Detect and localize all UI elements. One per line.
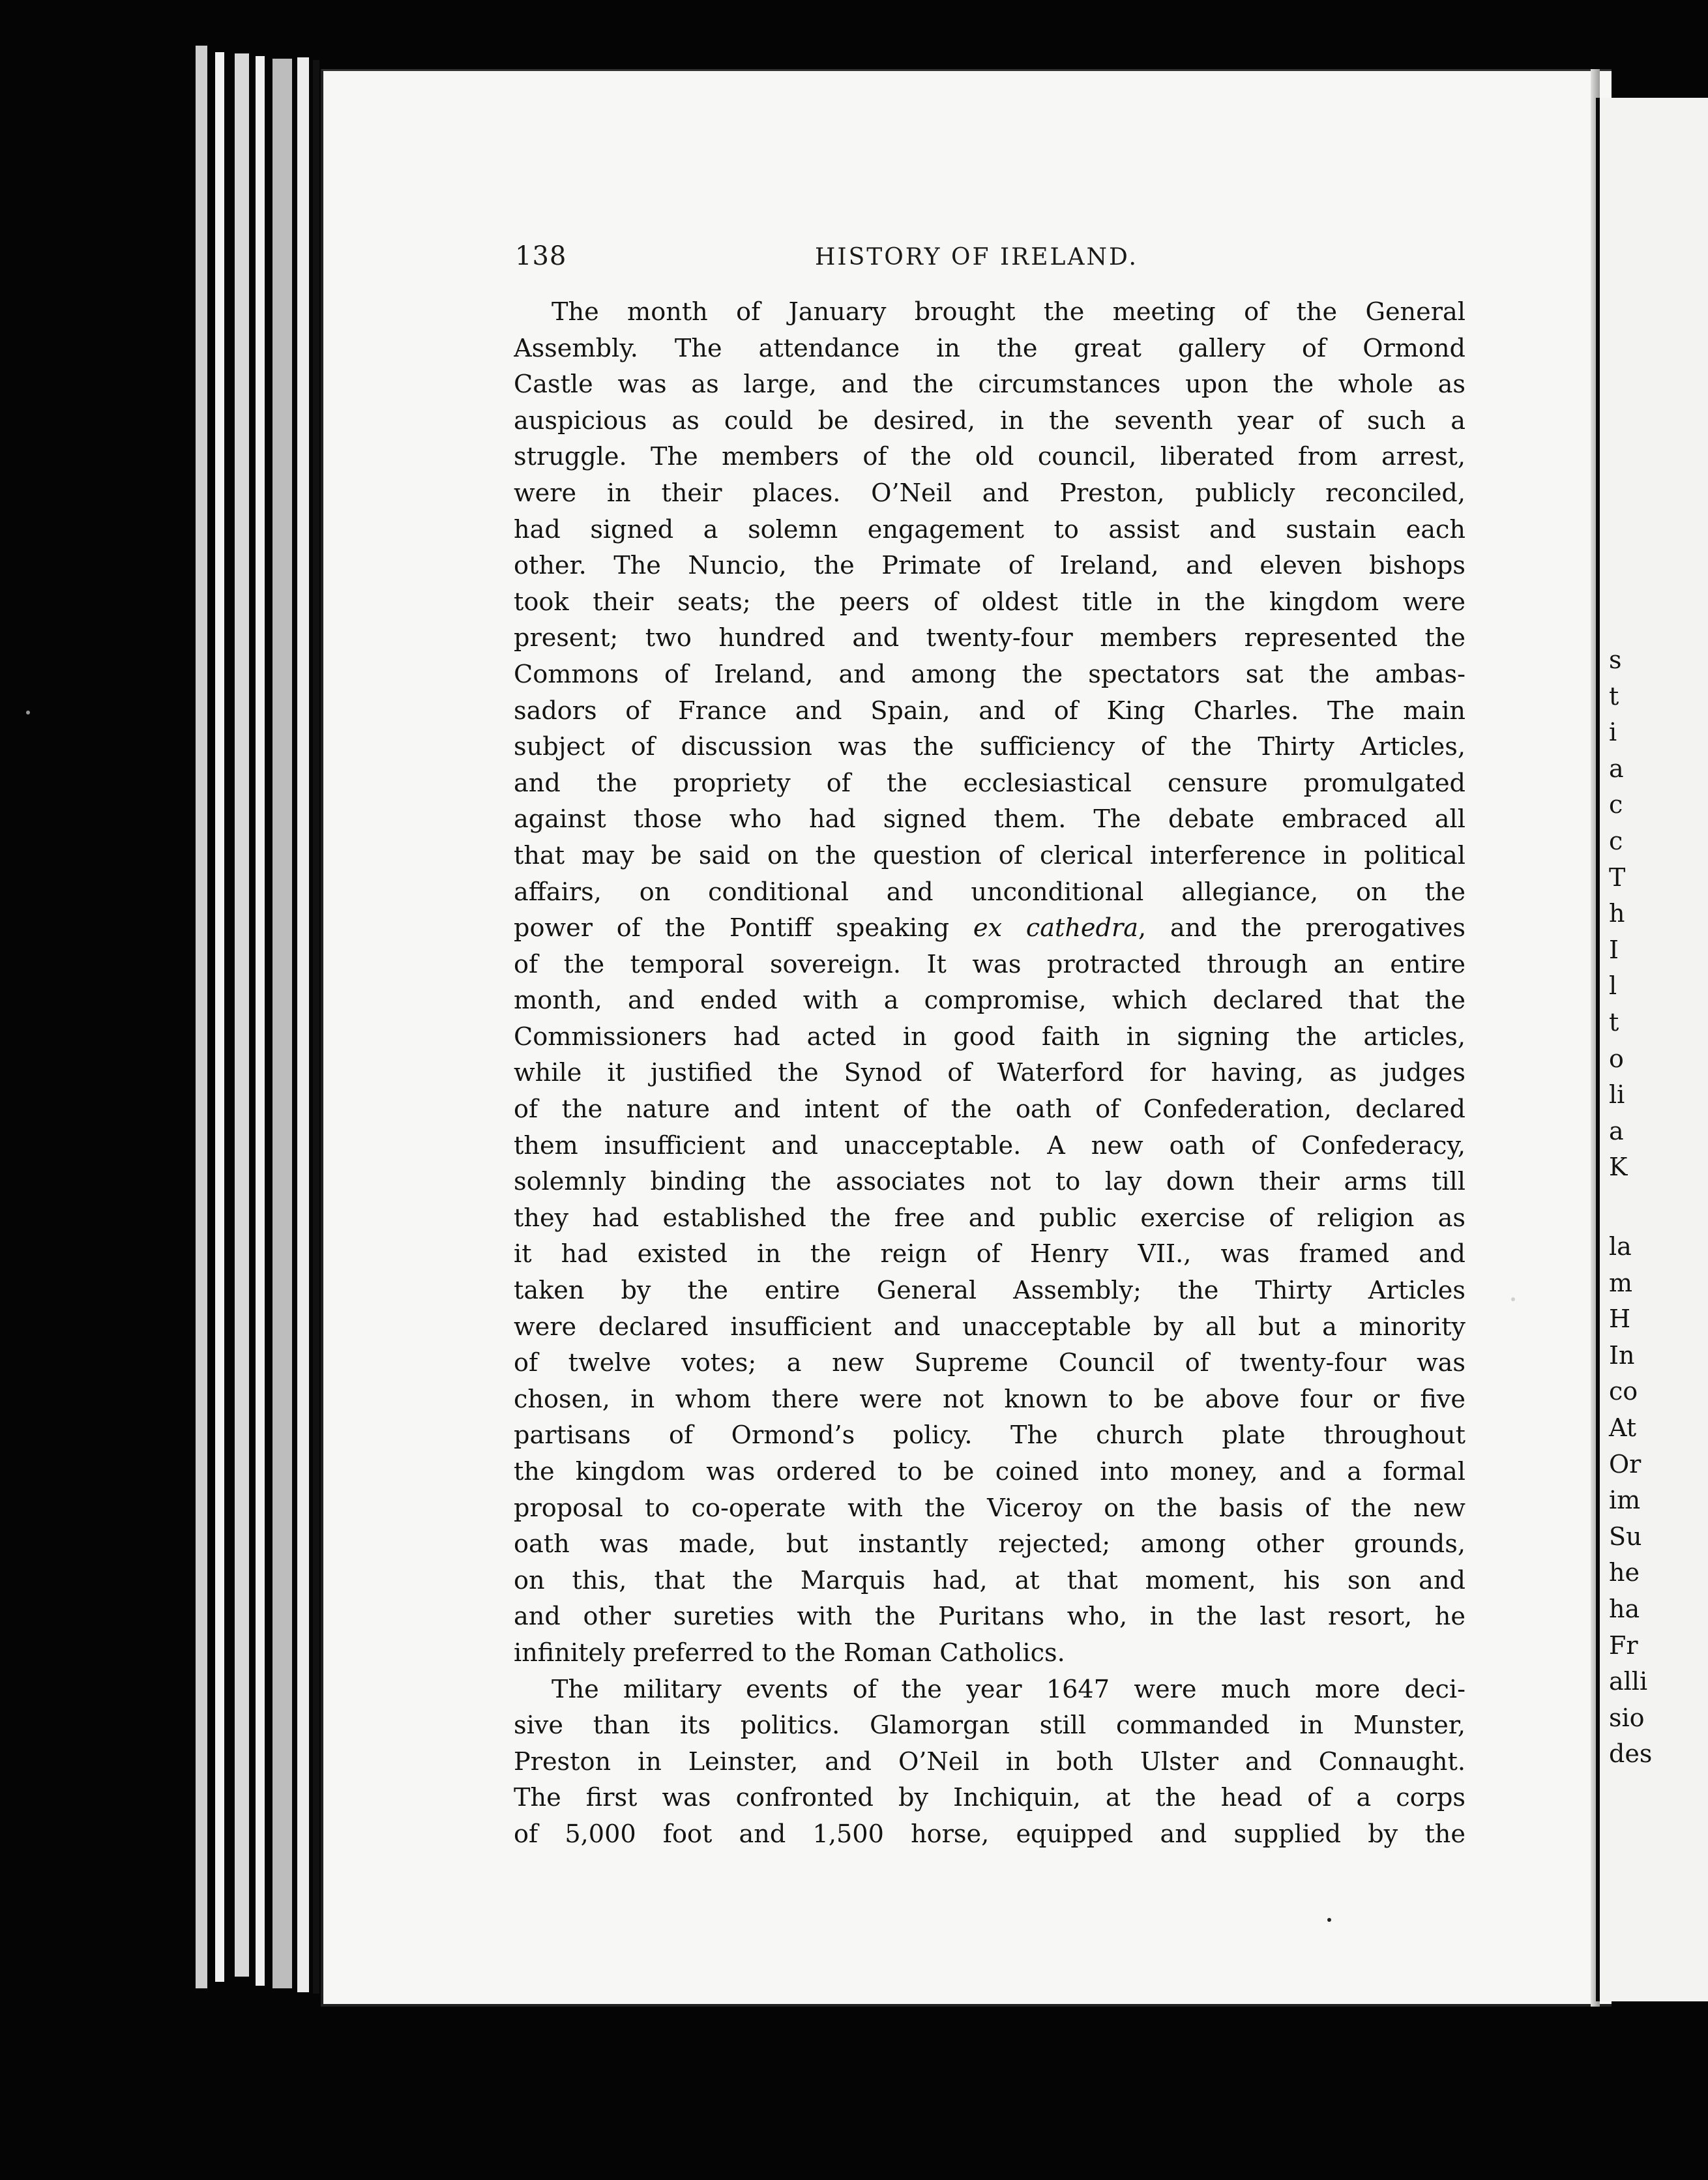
facing-page — [1596, 98, 1708, 2001]
text-line: present; two hundred and twenty-four members represented the — [514, 624, 1465, 653]
facing-page-fragment: In — [1609, 1340, 1635, 1370]
text-line: sive than its politics. Glamorgan still commanded in Munster, — [514, 1711, 1465, 1741]
facing-page-fragment: im — [1609, 1486, 1641, 1515]
facing-page-fragment: T — [1609, 862, 1626, 892]
text-line: were in their places. O’Neil and Preston, publicly reconciled, — [514, 479, 1465, 508]
text-line: struggle. The members of the old council, liberated from arrest, — [514, 443, 1465, 472]
text-line: power of the Pontiff speaking ex cathedra, and the prerogatives — [514, 914, 1465, 943]
facing-page-fragment: At — [1609, 1413, 1637, 1442]
text-line: Assembly. The attendance in the great gallery of Ormond — [514, 334, 1465, 363]
text-line: Preston in Leinster, and O’Neil in both Ulster and Connaught. — [514, 1747, 1465, 1776]
text-line: on this, that the Marquis had, at that moment, his son and — [514, 1566, 1465, 1595]
text-line: chosen, in whom there were not known to be above four or five — [514, 1385, 1465, 1414]
text-line: Commons of Ireland, and among the spectators sat the ambas- — [514, 660, 1465, 689]
text-line: infinitely preferred to the Roman Catholics. — [514, 1638, 1065, 1668]
text-line: it had existed in the reign of Henry VII., was framed and — [514, 1240, 1465, 1269]
page-edge — [297, 57, 309, 1992]
facing-page-fragment: t — [1609, 1008, 1619, 1037]
facing-page-fragment: m — [1609, 1268, 1633, 1297]
text-line: of 5,000 foot and 1,500 horse, equipped and supplied by the — [514, 1819, 1465, 1849]
page-edge — [313, 60, 319, 1994]
text-line: other. The Nuncio, the Primate of Ireland, and eleven bishops — [514, 552, 1465, 581]
facing-page-fragment: he — [1609, 1558, 1640, 1587]
facing-page-fragment: a — [1609, 1116, 1624, 1145]
facing-page-fragment: K — [1609, 1153, 1628, 1182]
facing-page-fragment: des — [1609, 1739, 1653, 1769]
text-line: them insufficient and unacceptable. A new oath of Confederacy, — [514, 1131, 1465, 1160]
text-line: the kingdom was ordered to be coined into money, and a formal — [514, 1458, 1465, 1486]
text-line: while it justified the Synod of Waterford for having, as judges — [514, 1059, 1465, 1088]
facing-page-fragment: t — [1609, 681, 1619, 711]
facing-page-fragment: Su — [1609, 1522, 1642, 1551]
text-line: partisans of Ormond’s policy. The church plate throughout — [514, 1421, 1465, 1451]
text-line: affairs, on conditional and unconditional allegiance, on the — [514, 877, 1465, 907]
facing-page-fragment: s — [1609, 645, 1622, 674]
facing-page-fragment: H — [1609, 1304, 1631, 1334]
facing-page-fragment: Fr — [1609, 1630, 1638, 1660]
text-line: The military events of the year 1647 were much more deci- — [552, 1675, 1465, 1704]
page-edge — [235, 53, 249, 1977]
facing-page-fragment: o — [1609, 1044, 1624, 1073]
facing-page-fragment: I — [1609, 935, 1619, 964]
text-line: The first was confronted by Inchiquin, at the head of a corps — [514, 1784, 1465, 1813]
facing-page-fragment: ha — [1609, 1595, 1640, 1623]
page-edge — [196, 46, 207, 1988]
scan-speck — [26, 711, 30, 714]
page-number: 138 — [515, 241, 567, 271]
page-edge — [272, 59, 292, 1988]
text-line: of the temporal sovereign. It was protracted through an entire — [514, 950, 1465, 979]
text-line: oath was made, but instantly rejected; among other grounds, — [514, 1530, 1465, 1559]
text-line: taken by the entire General Assembly; the Thirty Articles — [514, 1276, 1465, 1306]
scan-speck — [1511, 1297, 1515, 1301]
text-line: had signed a solemn engagement to assist and sustain each — [514, 515, 1465, 544]
text-line: month, and ended with a compromise, which declared that the — [514, 986, 1465, 1016]
page-edge — [215, 52, 224, 1982]
text-line: solemnly binding the associates not to lay down their arms till — [514, 1168, 1465, 1197]
text-line: and other sureties with the Puritans who, in the last resort, he — [514, 1602, 1465, 1632]
facing-page-fragment: li — [1609, 1080, 1625, 1110]
text-line: took their seats; the peers of oldest title in the kingdom were — [514, 587, 1465, 617]
facing-page-fragment: a — [1609, 754, 1624, 783]
text-line: that may be said on the question of clerical interference in political — [514, 841, 1465, 870]
facing-page-fragment: sio — [1609, 1703, 1645, 1732]
text-line: auspicious as could be desired, in the seventh year of such a — [514, 406, 1465, 435]
page-header — [515, 241, 1467, 274]
facing-page-fragment: h — [1609, 899, 1625, 928]
page-edge — [256, 56, 265, 1986]
facing-page-fragment: l — [1609, 971, 1617, 1001]
text-line: of the nature and intent of the oath of Confederation, declared — [514, 1095, 1465, 1125]
text-line: Castle was as large, and the circumstances upon the whole as — [514, 370, 1465, 400]
running-title: HISTORY OF IRELAND. — [815, 244, 1138, 271]
facing-page-fragment: alli — [1609, 1667, 1648, 1696]
facing-page-fragment: Or — [1609, 1449, 1642, 1479]
scan-speck — [1327, 1918, 1331, 1922]
text-line: sadors of France and Spain, and of King Charles. The main — [514, 696, 1465, 726]
body-text — [514, 295, 1465, 1853]
text-line: proposal to co-operate with the Viceroy on the basis of the new — [514, 1494, 1465, 1523]
text-line: Commissioners had acted in good faith in signing the articles, — [514, 1022, 1465, 1052]
facing-page-fragment: i — [1609, 718, 1617, 747]
facing-page-fragment: c — [1609, 790, 1623, 819]
text-line: against those who had signed them. The debate embraced all — [514, 805, 1465, 834]
text-line: were declared insufficient and unacceptable by all but a minority — [514, 1312, 1465, 1342]
text-line: they had established the free and public exercise of religion as — [514, 1203, 1465, 1233]
facing-page-fragment: la — [1609, 1232, 1632, 1261]
text-line: The month of January brought the meeting of the General — [552, 298, 1465, 327]
facing-page-fragment: c — [1609, 827, 1623, 855]
text-line: of twelve votes; a new Supreme Council of twenty-four was — [514, 1349, 1465, 1378]
facing-page-fragment: co — [1609, 1377, 1638, 1406]
text-line: subject of discussion was the sufficiency of the Thirty Articles, — [514, 733, 1465, 762]
text-line: and the propriety of the ecclesiastical censure promulgated — [514, 769, 1465, 798]
